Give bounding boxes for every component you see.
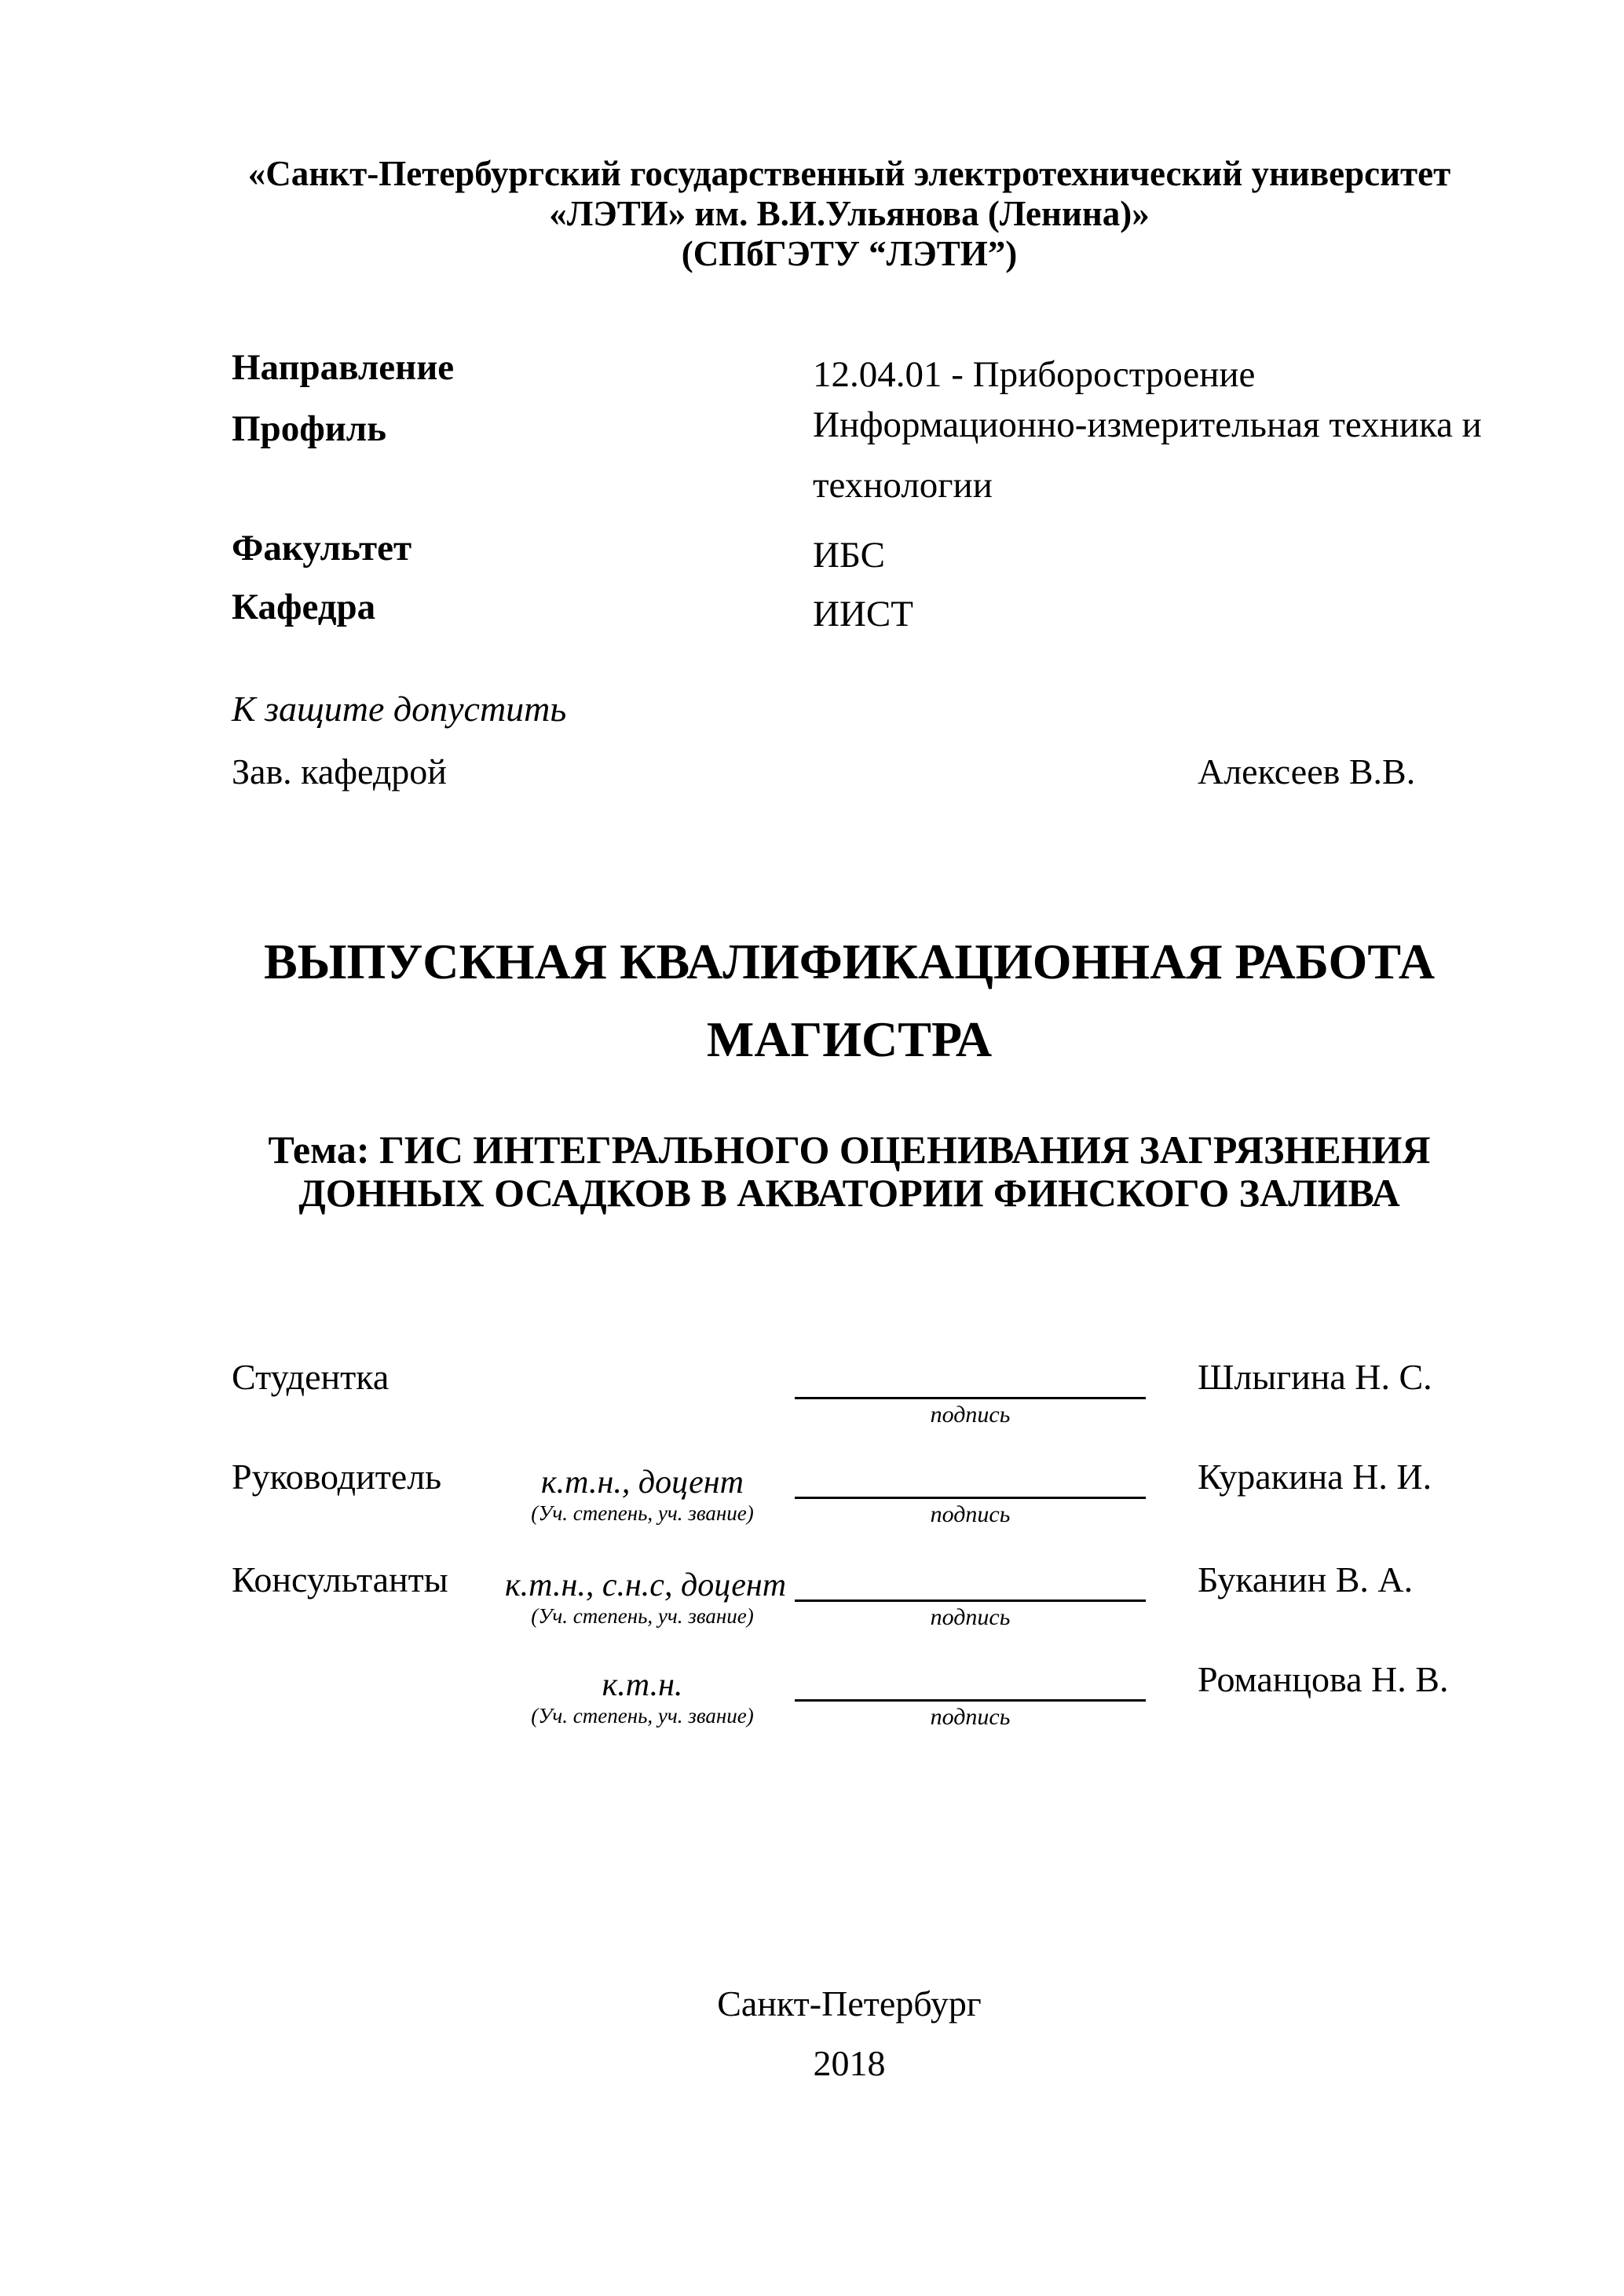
signature-name: Шлыгина Н. С. — [1198, 1357, 1432, 1397]
signature-name: Романцова Н. В. — [1198, 1659, 1449, 1699]
signature-name: Буканин В. А. — [1198, 1559, 1414, 1600]
signature-caption: подпись — [930, 1704, 1011, 1730]
signature-degree: к.т.н., с.н.с, доцент — [505, 1567, 787, 1603]
field-value-direction: 12.04.01 - Приборостроение — [813, 354, 1256, 395]
signature-role: Студентка — [232, 1357, 390, 1397]
signature-line — [795, 1699, 1146, 1702]
signature-degree: к.т.н. — [602, 1667, 683, 1703]
field-label-profile: Профиль — [232, 408, 387, 449]
approval-role: Зав. кафедрой — [232, 751, 447, 792]
footer-city: Санкт-Петербург — [717, 1983, 982, 2024]
field-value-faculty: ИБС — [813, 535, 885, 576]
field-label-department: Кафедра — [232, 587, 376, 627]
signature-line — [795, 1600, 1146, 1602]
university-name-line2: «ЛЭТИ» им. В.И.Ульянова (Ленина)» — [549, 194, 1150, 233]
signature-row-student — [232, 1356, 1467, 1457]
signature-degree: к.т.н., доцент — [541, 1464, 744, 1501]
signature-caption: подпись — [930, 1604, 1011, 1630]
signature-degree-note: (Уч. степень, уч. звание) — [531, 1604, 754, 1628]
work-type-title: ВЫПУСКНАЯ КВАЛИФИКАЦИОННАЯ РАБОТА МАГИСТРА — [263, 934, 1436, 1067]
admission-note: К защите допустить — [232, 689, 567, 729]
university-name-line1: «Санкт-Петербургский государственный электротехнический университет — [247, 154, 1451, 193]
signature-row-supervisor — [232, 1456, 1467, 1556]
thesis-theme: Тема: ГИС ИНТЕГРАЛЬНОГО ОЦЕНИВАНИЯ ЗАГРЯЗНЕНИЯ ДОННЫХ ОСАДКОВ В АКВАТОРИИ ФИНСКОГО ЗАЛИВА — [268, 1128, 1431, 1215]
signature-caption: подпись — [930, 1402, 1011, 1428]
signature-degree-note: (Уч. степень, уч. звание) — [531, 1704, 754, 1727]
field-value-department: ИИСТ — [813, 594, 913, 634]
field-value-profile: Информационно-измерительная техника и технологии — [813, 404, 1482, 506]
field-label-faculty: Факультет — [232, 528, 412, 569]
signature-row-consultant-2 — [232, 1658, 1467, 1759]
signature-line — [795, 1397, 1146, 1399]
signature-name: Куракина Н. И. — [1198, 1457, 1432, 1497]
footer-year: 2018 — [813, 2043, 886, 2083]
field-label-direction: Направление — [232, 347, 455, 388]
approval-row — [232, 750, 1467, 797]
page-content — [232, 0, 1482, 2296]
university-name-line3: (СПбГЭТУ “ЛЭТИ”) — [681, 234, 1018, 273]
signature-role: Руководитель — [232, 1457, 442, 1497]
signature-caption: подпись — [930, 1501, 1011, 1527]
signature-role: Консультанты — [232, 1559, 448, 1600]
signature-line — [795, 1497, 1146, 1499]
approval-name: Алексеев В.В. — [1198, 751, 1416, 792]
signature-row-consultant-1 — [232, 1559, 1467, 1659]
signature-degree-note: (Уч. степень, уч. звание) — [531, 1501, 754, 1525]
university-header — [232, 154, 1467, 274]
